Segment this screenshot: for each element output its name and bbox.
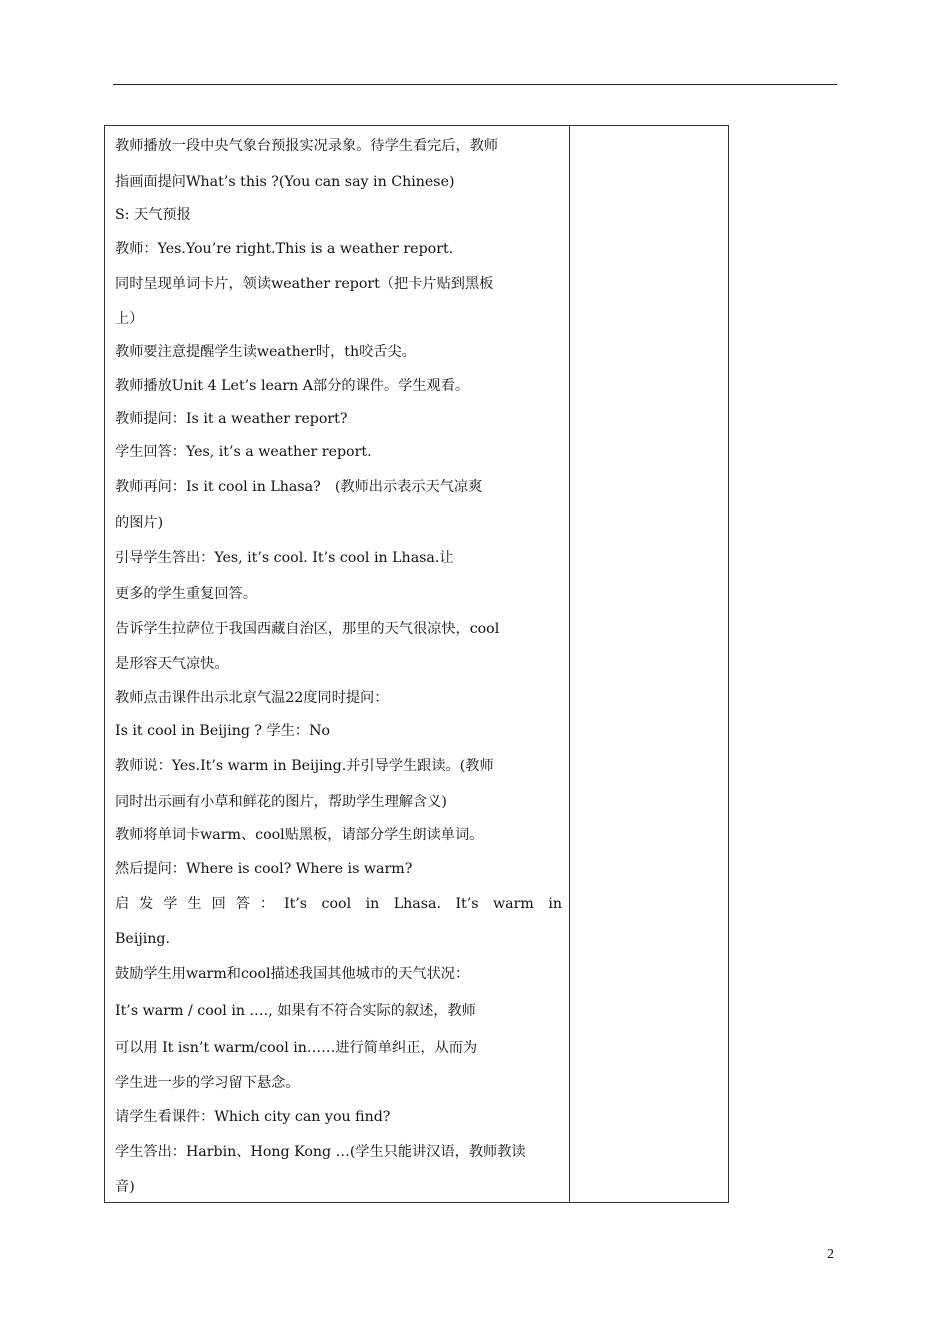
content-line: 学生回答：Yes, it’s a weather report. [115,444,372,460]
column-divider [569,126,570,1202]
lesson-content-column [115,128,562,1204]
content-line: 教师点击课件出示北京气温22度同时提问： [115,690,389,706]
content-line: Beijing. [115,931,171,947]
content-line: 同时出示画有小草和鲜花的图片，帮助学生理解含义) [115,794,447,810]
content-line: 教师将单词卡warm、cool贴黑板，请部分学生朗读单词。 [115,827,484,843]
header-rule [113,84,837,85]
content-line: 可以用 It isn’t warm/cool in……进行简单纠正，从而为 [115,1040,478,1056]
content-line: It’s warm / cool in .…, 如果有不符合实际的叙述，教师 [115,1003,476,1019]
content-line: 教师要注意提醒学生读weather时，th咬舌尖。 [115,344,416,360]
content-line: 上） [115,311,144,327]
content-line: 启发学生回答：It’s cool in Lhasa. It’s warm in [115,896,562,912]
lesson-table [104,125,729,1203]
content-line: 教师提问：Is it a weather report? [115,411,348,427]
content-line: 音) [115,1179,135,1195]
content-line: Is it cool in Beijing ? 学生：No [115,723,331,739]
content-line: 是形容天气凉快。 [115,656,229,672]
content-line: 同时呈现单词卡片，领读weather report（把卡片贴到黑板 [115,276,494,292]
content-line: 的图片) [115,515,164,531]
content-line: 教师播放Unit 4 Let’s learn A部分的课件。学生观看。 [115,378,470,394]
content-line: S: 天气预报 [115,207,191,223]
content-line: 更多的学生重复回答。 [115,586,257,602]
content-line: 引导学生答出：Yes, it’s cool. It’s cool in Lhasa.让 [115,550,454,566]
page-number: 2 [827,1247,834,1262]
content-line: 鼓励学生用warm和cool描述我国其他城市的天气状况： [115,966,470,982]
content-line: 学生进一步的学习留下悬念。 [115,1075,300,1091]
content-line: 然后提问：Where is cool? Where is warm? [115,861,413,877]
content-line: 请学生看课件：Which city can you find? [115,1109,391,1125]
content-line: 教师再问：Is it cool in Lhasa? (教师出示表示天气凉爽 [115,479,483,495]
content-line: 告诉学生拉萨位于我国西藏自治区，那里的天气很凉快，cool [115,621,500,637]
content-line: 教师：Yes.You’re right.This is a weather report. [115,241,454,257]
content-line: 指画面提问What’s this ?(You can say in Chinese) [115,174,455,190]
content-line: 教师说：Yes.It’s warm in Beijing.并引导学生跟读。(教师 [115,758,494,774]
content-line: 教师播放一段中央气象台预报实况录象。待学生看完后，教师 [115,138,499,154]
content-line: 学生答出：Harbin、Hong Kong …(学生只能讲汉语，教师教读 [115,1144,526,1160]
